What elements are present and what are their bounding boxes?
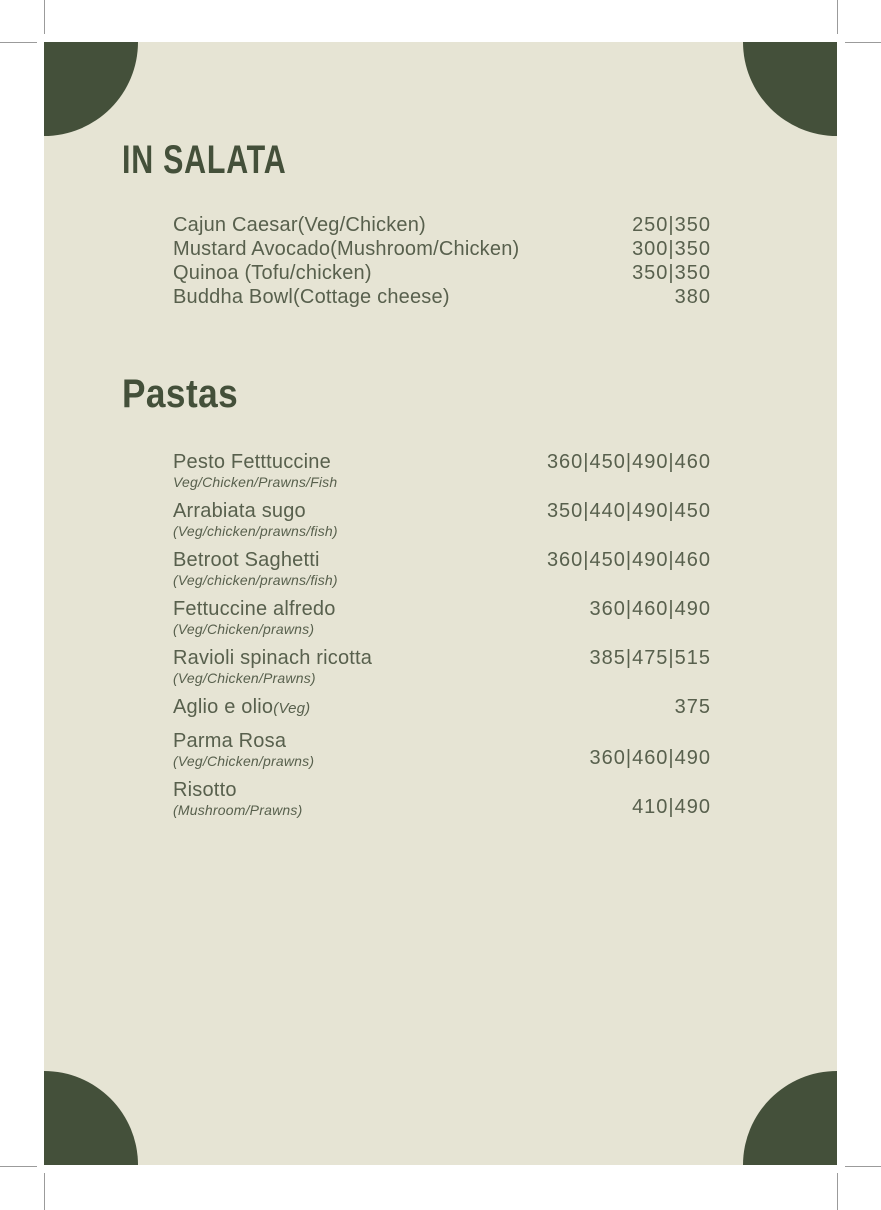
item-name: Risotto [173, 779, 237, 801]
menu-content [44, 42, 837, 1165]
menu-item [173, 729, 711, 770]
item-price: 360|450|490|460 [546, 451, 711, 473]
item-text [173, 729, 314, 770]
item-name: Quinoa (Tofu/chicken) [173, 262, 372, 284]
item-text [173, 646, 372, 687]
item-price: 410|490 [632, 796, 711, 818]
menu-item [173, 646, 711, 687]
item-list [173, 450, 711, 819]
section-title-pastas: Pastas [122, 372, 239, 416]
item-name: Parma Rosa [173, 730, 287, 752]
item-subtitle: (Veg/Chicken/prawns) [173, 621, 315, 637]
item-price: 350|440|490|450 [546, 500, 711, 522]
crop-mark-top-left-horizontal [0, 42, 37, 43]
item-name: Betroot Saghetti [173, 549, 320, 571]
item-price: 380 [674, 286, 711, 308]
item-subtitle: (Mushroom/Prawns) [173, 802, 303, 818]
item-subtitle-inline: (Veg) [273, 700, 311, 717]
item-price: 360|460|490 [589, 747, 711, 769]
item-price: 350|350 [632, 262, 711, 284]
item-text [173, 499, 338, 540]
item-text [173, 261, 372, 285]
item-name: Fettuccine alfredo [173, 598, 336, 620]
crop-mark-bottom-right-vertical [837, 1173, 838, 1210]
item-text [173, 237, 519, 261]
item-text [173, 597, 336, 638]
menu-item [173, 778, 711, 819]
menu-item [173, 450, 711, 491]
section-title-in-salata: IN SALATA [122, 138, 287, 182]
crop-mark-top-right-vertical [837, 0, 838, 34]
item-name: Aglio e olio(Veg) [173, 696, 311, 718]
item-list [173, 213, 711, 309]
menu-item [173, 261, 711, 285]
item-name: Pesto Fetttuccine [173, 451, 331, 473]
item-price: 250|350 [632, 214, 711, 236]
menu-item [173, 237, 711, 261]
item-text [173, 450, 337, 491]
menu-item [173, 213, 711, 237]
item-price: 360|450|490|460 [546, 549, 711, 571]
item-text [173, 778, 302, 819]
item-subtitle: (Veg/Chicken/prawns) [173, 753, 315, 769]
menu-item [173, 597, 711, 638]
item-text [173, 695, 310, 721]
item-price: 385|475|515 [589, 647, 711, 669]
item-text [173, 213, 426, 237]
item-price: 300|350 [632, 238, 711, 260]
item-name: Cajun Caesar(Veg/Chicken) [173, 214, 426, 236]
salad-item-list [173, 213, 711, 309]
menu-item [173, 695, 711, 721]
item-name: Ravioli spinach ricotta [173, 647, 373, 669]
pasta-item-list [173, 450, 711, 827]
item-subtitle: (Veg/Chicken/Prawns) [173, 670, 316, 686]
item-price: 375 [674, 696, 711, 718]
item-name: Buddha Bowl(Cottage cheese) [173, 286, 450, 308]
menu-item [173, 499, 711, 540]
item-subtitle: (Veg/chicken/prawns/fish) [173, 523, 338, 539]
item-text [173, 285, 450, 309]
menu-page [44, 42, 837, 1165]
item-subtitle: (Veg/chicken/prawns/fish) [173, 572, 338, 588]
crop-mark-top-left-vertical [44, 0, 45, 34]
menu-item [173, 548, 711, 589]
crop-mark-bottom-right-horizontal [845, 1166, 881, 1167]
item-text [173, 548, 338, 589]
item-name: Mustard Avocado(Mushroom/Chicken) [173, 238, 520, 260]
item-price: 360|460|490 [589, 598, 711, 620]
menu-item [173, 285, 711, 309]
crop-mark-bottom-left-vertical [44, 1173, 45, 1210]
item-name: Arrabiata sugo [173, 500, 306, 522]
crop-mark-bottom-left-horizontal [0, 1166, 37, 1167]
crop-mark-top-right-horizontal [845, 42, 881, 43]
item-subtitle: Veg/Chicken/Prawns/Fish [173, 474, 338, 490]
